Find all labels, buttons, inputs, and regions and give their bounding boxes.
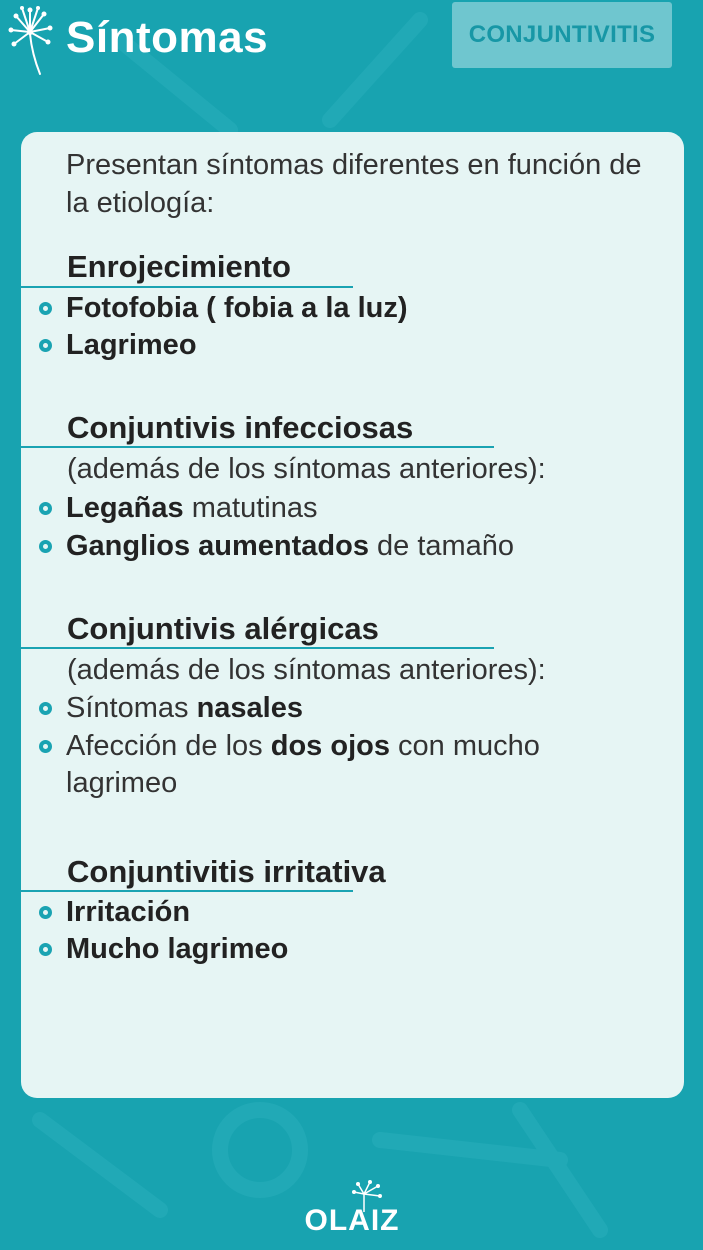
list-item-text (66, 894, 659, 931)
section-title: Conjuntivis alérgicas (67, 611, 379, 646)
section-note: (además de los síntomas anteriores): (67, 453, 546, 485)
regular-text: Síntomas (66, 692, 197, 724)
topic-tag-button[interactable]: CONJUNTIVITIS (452, 2, 672, 68)
section-underline (20, 446, 494, 448)
bullet-icon (39, 740, 52, 753)
list-item (39, 528, 659, 565)
list-item (39, 894, 659, 931)
bullet-icon (39, 906, 52, 919)
bold-text: Fotofobia ( fobia a la luz) (66, 292, 408, 324)
regular-text: Afección de los (66, 730, 271, 762)
list-item (39, 728, 599, 802)
intro-text: Presentan síntomas diferentes en función de la etiología: (66, 149, 642, 219)
brand-logo-text: OLAIZ (304, 1204, 400, 1237)
footer-logo (302, 1178, 402, 1238)
list-item-text (66, 490, 659, 527)
list-item-text (66, 728, 599, 802)
list-item-text (66, 931, 659, 968)
regular-text: matutinas (183, 492, 318, 524)
list-item-text (66, 528, 659, 565)
regular-text: con mucho lagrimeo (66, 730, 540, 799)
bullet-icon (39, 302, 52, 315)
list-item (39, 490, 659, 527)
bold-text: Irritación (66, 896, 191, 928)
list-item-text (66, 690, 659, 727)
bullet-icon (39, 943, 52, 956)
section-title: Conjuntivis infecciosas (67, 410, 414, 445)
section-underline (20, 890, 353, 892)
bold-text: dos ojos (270, 730, 390, 762)
bullet-icon (39, 502, 52, 515)
list-item (39, 690, 659, 727)
header (0, 0, 703, 90)
list-item (39, 931, 659, 968)
dandelion-icon (6, 4, 60, 76)
section-note: (además de los síntomas anteriores): (67, 654, 546, 686)
regular-text: de tamaño (368, 530, 515, 562)
bullet-icon (39, 702, 52, 715)
content-card (21, 132, 684, 1098)
list-item-text (66, 327, 659, 364)
section-title: Enrojecimiento (67, 249, 291, 284)
section-underline (20, 647, 494, 649)
page-title: Síntomas (66, 13, 269, 62)
bold-text: Mucho lagrimeo (66, 933, 289, 965)
bold-text: Lagrimeo (66, 329, 197, 361)
bold-text: Legañas (66, 492, 184, 524)
bold-text: nasales (196, 692, 303, 724)
section-underline (20, 286, 353, 288)
bullet-icon (39, 540, 52, 553)
list-item-text (66, 290, 659, 327)
list-item (39, 327, 659, 364)
list-item (39, 290, 659, 327)
bullet-icon (39, 339, 52, 352)
bold-text: Ganglios aumentados (66, 530, 369, 562)
section-title: Conjuntivitis irritativa (67, 854, 386, 889)
